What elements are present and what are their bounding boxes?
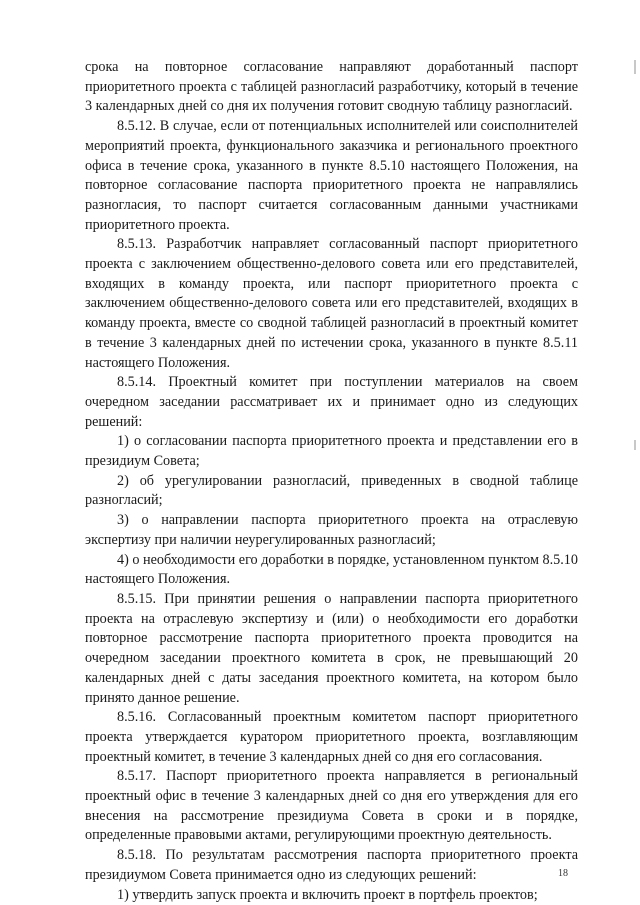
- paragraph-8-5-18: 8.5.18. По результатам рассмотрения паспорта приоритетного проекта президиумом Совета принимается одно из следующих решений:: [85, 847, 578, 883]
- paragraph-8-5-13: 8.5.13. Разработчик направляет согласованный паспорт приоритетного проекта с заключением общественно-делового совета или его представителей, входящих в команду проекта, или паспорт приоритетного проекта с заключением общественно-делового совета или его представителей, входящих в команду проекта, вместе со сводной таблицей разногласий в проектный комитет в течение 3 календарных дней по истечении срока, указанного в пункте 8.5.11 настоящего Положения.: [85, 236, 578, 371]
- list-item-decision-1: 1) утвердить запуск проекта и включить проект в портфель проектов;: [117, 886, 538, 903]
- document-body: [85, 58, 578, 905]
- list-item-3: 3) о направлении паспорта приоритетного проекта на отраслевую экспертизу при наличии неурегулированных разногласий;: [85, 512, 578, 548]
- paragraph-8-5-16: 8.5.16. Согласованный проектным комитетом паспорт приоритетного проекта утверждается куратором приоритетного проекта, возглавляющим проектный комитет, в течение 3 календарных дней со дня его согласования.: [85, 709, 578, 765]
- paragraph-8-5-14: 8.5.14. Проектный комитет при поступлении материалов на своем очередном заседании рассматривает их и принимает одно из следующих решений:: [85, 374, 578, 430]
- page-number: 18: [558, 868, 568, 879]
- scan-edge-mark: [634, 440, 636, 450]
- list-item-2: 2) об урегулировании разногласий, приведенных в сводной таблице разногласий;: [85, 472, 578, 509]
- paragraph-8-5-12: 8.5.12. В случае, если от потенциальных исполнителей или соисполнителей мероприятий проекта, функционального заказчика и регионального проектного офиса в течение срока, указанного в пункте 8.5.10 настоящего Положения, на повторное согласование паспорта приоритетного проекта не направлялись разногласия, то паспорт считается согласованным данными участниками приоритетного проекта.: [85, 118, 578, 233]
- list-item-1: 1) о согласовании паспорта приоритетного проекта и представлении его в президиум Совета;: [85, 433, 578, 470]
- scan-edge-mark: [634, 60, 636, 74]
- list-item-4: 4) о необходимости его доработки в порядке, установленном пунктом 8.5.10 настоящего Положения.: [85, 551, 578, 588]
- paragraph-8-5-15: 8.5.15. При принятии решения о направлении паспорта приоритетного проекта на отраслевую экспертизу и (или) о необходимости его доработки повторное рассмотрение паспорта приоритетного проекта проводится на очередном заседании проектного комитета в срок, не превышающий 20 календарных дней с даты заседания проектного комитета, на котором было принято данное решение.: [85, 590, 578, 706]
- paragraph-continuation: срока на повторное согласование направляют доработанный паспорт приоритетного проекта с таблицей разногласий разработчику, который в течение 3 календарных дней со дня их получения готовит сводную таблицу разногласий.: [85, 59, 578, 115]
- paragraph-8-5-17: 8.5.17. Паспорт приоритетного проекта направляется в региональный проектный офис в течение 3 календарных дней со дня его утверждения для его внесения на рассмотрение президиума Совета в сроки и в порядке, определенные правовыми актами, регулирующими проектную деятельность.: [85, 768, 578, 844]
